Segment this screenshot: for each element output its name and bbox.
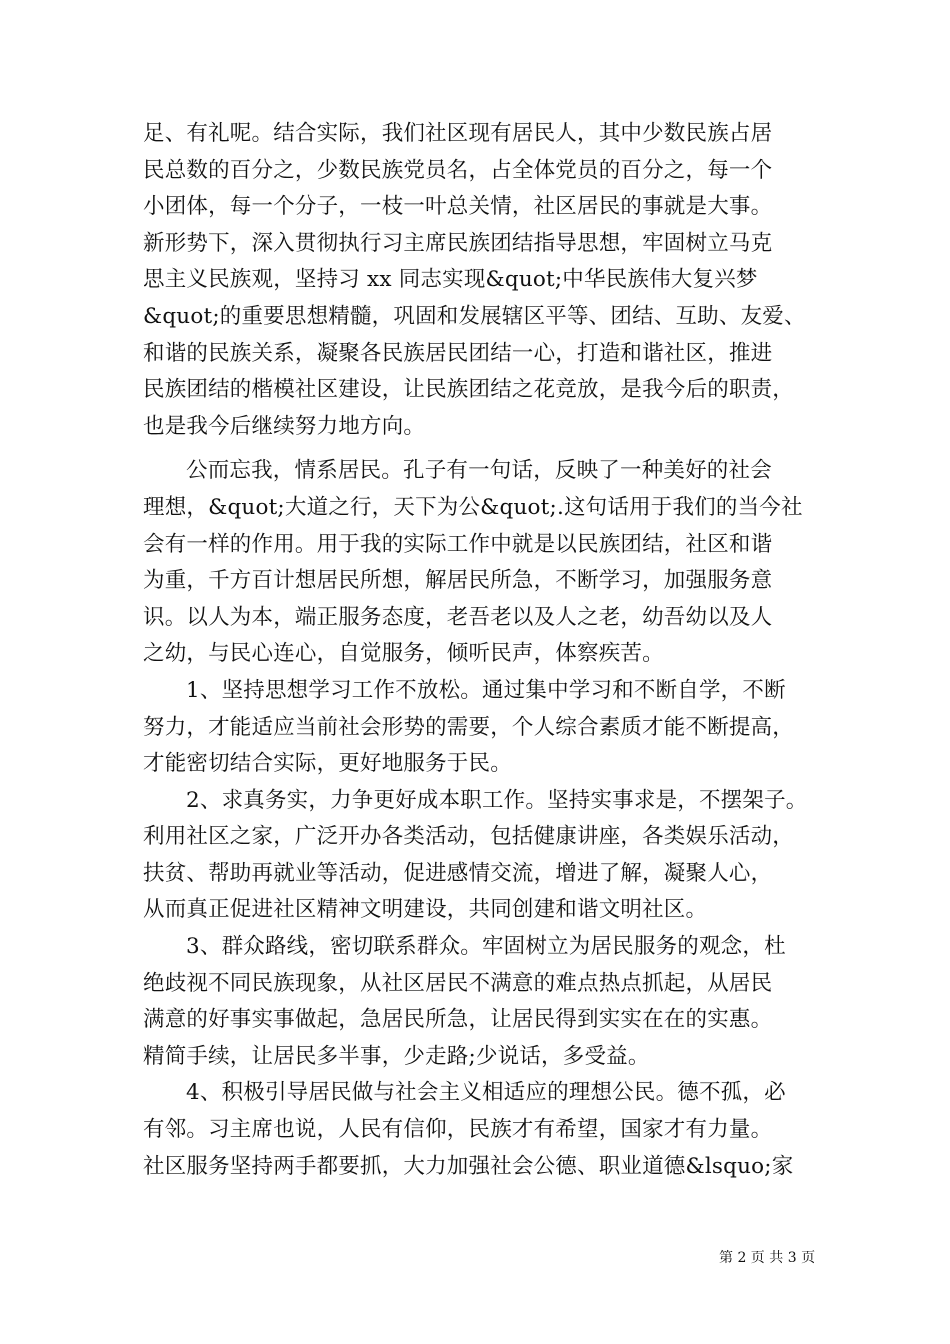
text-line: 2、求真务实，力争更好成本职工作。坚持实事求是，不摆架子。: [186, 787, 808, 813]
text-line: 识。以人为本，端正服务态度，老吾老以及人之老，幼吾幼以及人: [143, 604, 773, 630]
text-line: 足、有礼呢。结合实际，我们社区现有居民人，其中少数民族占居: [143, 121, 773, 146]
paragraph: [143, 783, 833, 929]
text-line: 4、积极引导居民做与社会主义相适应的理想公民。德不孤，必: [186, 1080, 786, 1106]
text-line: 民总数的百分之，少数民族党员名，占全体党员的百分之，每一个: [143, 157, 773, 183]
text-line: 民族团结的楷模社区建设，让民族团结之花竞放，是我今后的职责，: [143, 377, 795, 403]
text-line: 小团体，每一个分子，一枝一叶总关情，社区居民的事就是大事。: [143, 194, 773, 220]
text-line: 之幼，与民心连心，自觉服务，倾听民声，体察疾苦。: [143, 641, 664, 667]
text-line: 扶贫、帮助再就业等活动，促进感情交流，增进了解，凝聚人心，: [143, 860, 773, 886]
text-line: 和谐的民族关系，凝聚各民族居民团结一心，打造和谐社区，推进: [143, 340, 773, 366]
text-line: 1、坚持思想学习工作不放松。通过集中学习和不断自学，不断: [186, 677, 786, 703]
text-line: 会有一样的作用。用于我的实际工作中就是以民族团结，社区和谐: [143, 531, 773, 557]
text-line: 新形势下，深入贯彻执行习主席民族团结指导思想，牢固树立马克: [143, 230, 773, 256]
paragraph: [143, 453, 833, 673]
text-line: 思主义民族观，坚持习 xx 同志实现&quot;中华民族伟大复兴梦: [143, 267, 758, 293]
text-line: &quot;的重要思想精髓，巩固和发展辖区平等、团结、互助、友爱、: [143, 303, 806, 329]
text-line: 才能密切结合实际，更好地服务于民。: [143, 751, 512, 777]
text-line: 为重，千方百计想居民所想，解居民所急，不断学习，加强服务意: [143, 568, 773, 594]
text-line: 利用社区之家，广泛开办各类活动，包括健康讲座，各类娱乐活动，: [143, 824, 795, 850]
text-line: 公而忘我，情系居民。孔子有一句话，反映了一种美好的社会: [186, 458, 772, 484]
text-line: 精简手续，让居民多半事，少走路;少说话，多受益。: [143, 1043, 650, 1069]
text-line: 从而真正促进社区精神文明建设，共同创建和谐文明社区。: [143, 897, 708, 923]
document-body: [143, 116, 833, 1185]
text-line: 3、群众路线，密切联系群众。牢固树立为居民服务的观念，杜: [186, 934, 786, 960]
text-line: 绝歧视不同民族现象，从社区居民不满意的难点热点抓起，从居民: [143, 970, 773, 996]
paragraph: [143, 1075, 833, 1185]
page-number-footer: 第 2 页 共 3 页: [719, 1250, 816, 1266]
text-line: 理想，&quot;大道之行，天下为公&quot;.这句话用于我们的当今社: [143, 494, 803, 520]
text-line: 社区服务坚持两手都要抓，大力加强社会公德、职业道德&lsquo;家: [143, 1153, 794, 1179]
text-line: 也是我今后继续努力地方向。: [143, 413, 426, 439]
paragraph: [143, 673, 833, 783]
text-line: 有邻。习主席也说，人民有信仰，民族才有希望，国家才有力量。: [143, 1117, 773, 1143]
paragraph: [143, 116, 833, 445]
paragraph-spacer: [143, 445, 833, 453]
text-line: 满意的好事实事做起，急居民所急，让居民得到实实在在的实惠。: [143, 1007, 773, 1033]
text-line: 努力，才能适应当前社会形势的需要，个人综合素质才能不断提高，: [143, 714, 795, 740]
paragraph: [143, 929, 833, 1075]
